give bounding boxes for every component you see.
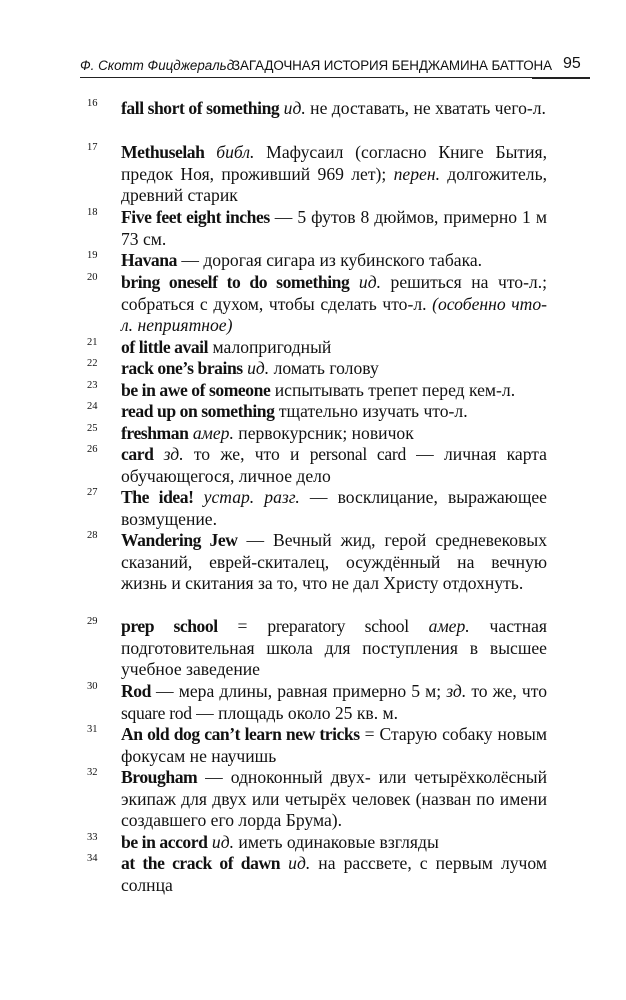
note-body [121,724,547,767]
note-term: freshman [121,423,189,443]
note-number: 24 [87,401,98,412]
note-body [121,401,547,423]
note-number: 31 [87,724,98,735]
note-label: библ. [216,142,255,162]
header-author: Ф. Скотт Фицджеральд [80,58,235,73]
note-text: тщательно изучать что-л. [274,401,468,421]
note-text: не доставать, не хватать чего-л. [305,98,546,118]
note-body [121,250,547,272]
note-term: Rod [121,681,151,701]
note-text: = [217,616,268,636]
note-text: испытывать трепет перед кем-л. [270,380,516,400]
note-33 [87,832,547,854]
note-english: preparatory school [267,616,409,636]
note-term: Wandering Jew [121,530,238,550]
note-text: решиться на что-л.; собраться с духом, чтобы сделать что-л. [121,272,547,314]
note-text: Мафусаил (согласно Книге Бытия, предок Ноя, проживший 969 лет); [121,142,548,184]
note-29 [87,616,547,681]
note-number: 21 [87,337,98,348]
note-number: 18 [87,207,98,218]
note-body [121,207,547,250]
note-text: малопригодный [208,337,332,357]
note-16 [87,98,547,120]
note-label: перен. [393,163,440,184]
note-body [121,444,547,487]
note-number: 22 [87,358,98,369]
note-text: — восклицание, выражающее возмущение. [121,487,547,529]
note-17 [87,142,547,207]
note-number: 28 [87,530,98,541]
note-body [121,616,547,681]
note-label: ид. [283,98,306,118]
note-text: — площадь около 25 кв. м. [191,702,399,723]
note-27 [87,487,547,530]
note-term: bring oneself to do something [121,272,350,292]
header-title: ЗАГАДОЧНАЯ ИСТОРИЯ БЕНДЖАМИНА БАТТОНА [232,58,552,73]
note-text: — личная карта обучающегося, личное дело [121,444,547,486]
note-term: An old dog can’t learn new tricks [121,724,360,744]
note-term: Five feet eight inches [121,207,270,227]
note-term: The idea! [121,487,194,507]
note-number: 19 [87,250,98,261]
note-body [121,681,547,724]
note-label: зд. [446,681,467,701]
page-number: 95 [563,55,581,72]
note-text: ломать голову [269,358,379,378]
note-26 [87,444,547,487]
note-number: 33 [87,832,98,843]
note-number: 34 [87,853,98,864]
note-label: амер. [192,423,234,443]
note-label: (особенно что-л. неприятное) [121,293,547,336]
note-number: 23 [87,380,98,391]
note-text: = Старую собаку новым фокусам не научишь [121,724,547,766]
note-text: — дорогая сигара из кубинского табака. [176,250,483,270]
note-18 [87,207,547,250]
note-body [121,380,547,402]
note-number: 29 [87,616,98,627]
note-31 [87,724,547,767]
note-term: Brougham [121,767,198,787]
note-label: зд. [163,444,184,464]
note-24 [87,401,547,423]
note-28 [87,530,547,595]
note-english: square rod [121,702,192,723]
note-text: иметь одинаковые взгляды [234,832,439,852]
note-body [121,487,547,530]
note-number: 30 [87,681,98,692]
note-term: rack one’s brains [121,358,243,378]
note-label: ид. [358,272,381,292]
note-32 [87,767,547,832]
note-body [121,98,547,120]
note-label: ид. [247,358,270,378]
note-body [121,272,547,337]
note-text: частная подготовительная школа для поступления в высшее учебное заведение [121,616,548,680]
note-term: at the crack of dawn [121,853,281,873]
note-body [121,530,547,595]
note-label: амер. [428,616,470,636]
note-text: — одноконный двух- или четырёхколёсный экипаж для двух или четырёх человек (назван по имени создавшего его лорда Брума). [121,767,547,831]
note-term: of little avail [121,337,209,357]
note-body [121,423,547,445]
note-text: на рассвете, с первым лучом солнца [121,853,547,895]
note-body [121,853,547,896]
note-body [121,832,547,854]
note-label: устар. разг. [203,487,300,507]
note-number: 20 [87,272,98,283]
note-body [121,767,547,832]
note-term: read up on something [121,401,275,421]
note-term: be in accord [121,832,208,852]
note-term: Methuselah [121,142,205,162]
note-number: 26 [87,444,98,455]
note-22 [87,358,547,380]
note-23 [87,380,547,402]
note-term: be in awe of someone [121,380,271,400]
note-text: — 5 футов 8 дюймов, примерно 1 м 73 см. [121,207,547,249]
note-body [121,358,547,380]
note-body [121,337,547,359]
note-21 [87,337,547,359]
note-number: 16 [87,98,98,109]
note-30 [87,681,547,724]
note-label: ид. [211,832,234,852]
note-number: 27 [87,487,98,498]
note-text: — Вечный жид, герой средневековых сказаний, еврей-скиталец, осуждённый на вечную жизнь и скитания за то, что не дал Христу отдохнуть. [121,530,548,594]
note-body [121,142,547,207]
note-number: 25 [87,423,98,434]
note-text: долгожитель, древний старик [121,163,547,206]
note-text: то же, что и [183,444,310,464]
note-20 [87,272,547,337]
note-text: то же, что [466,681,547,701]
note-25 [87,423,547,445]
note-english: personal card [309,444,406,464]
note-label: ид. [288,853,311,873]
note-text: — мера длины, равная примерно 5 м; [150,681,447,701]
note-term: card [121,444,154,464]
note-term: Havana [121,250,177,270]
note-34 [87,853,547,896]
note-term: fall short of something [121,98,280,118]
note-text: первокурсник; новичок [233,423,414,443]
note-term: prep school [121,616,218,636]
note-number: 17 [87,142,98,153]
note-19 [87,250,547,272]
note-number: 32 [87,767,98,778]
